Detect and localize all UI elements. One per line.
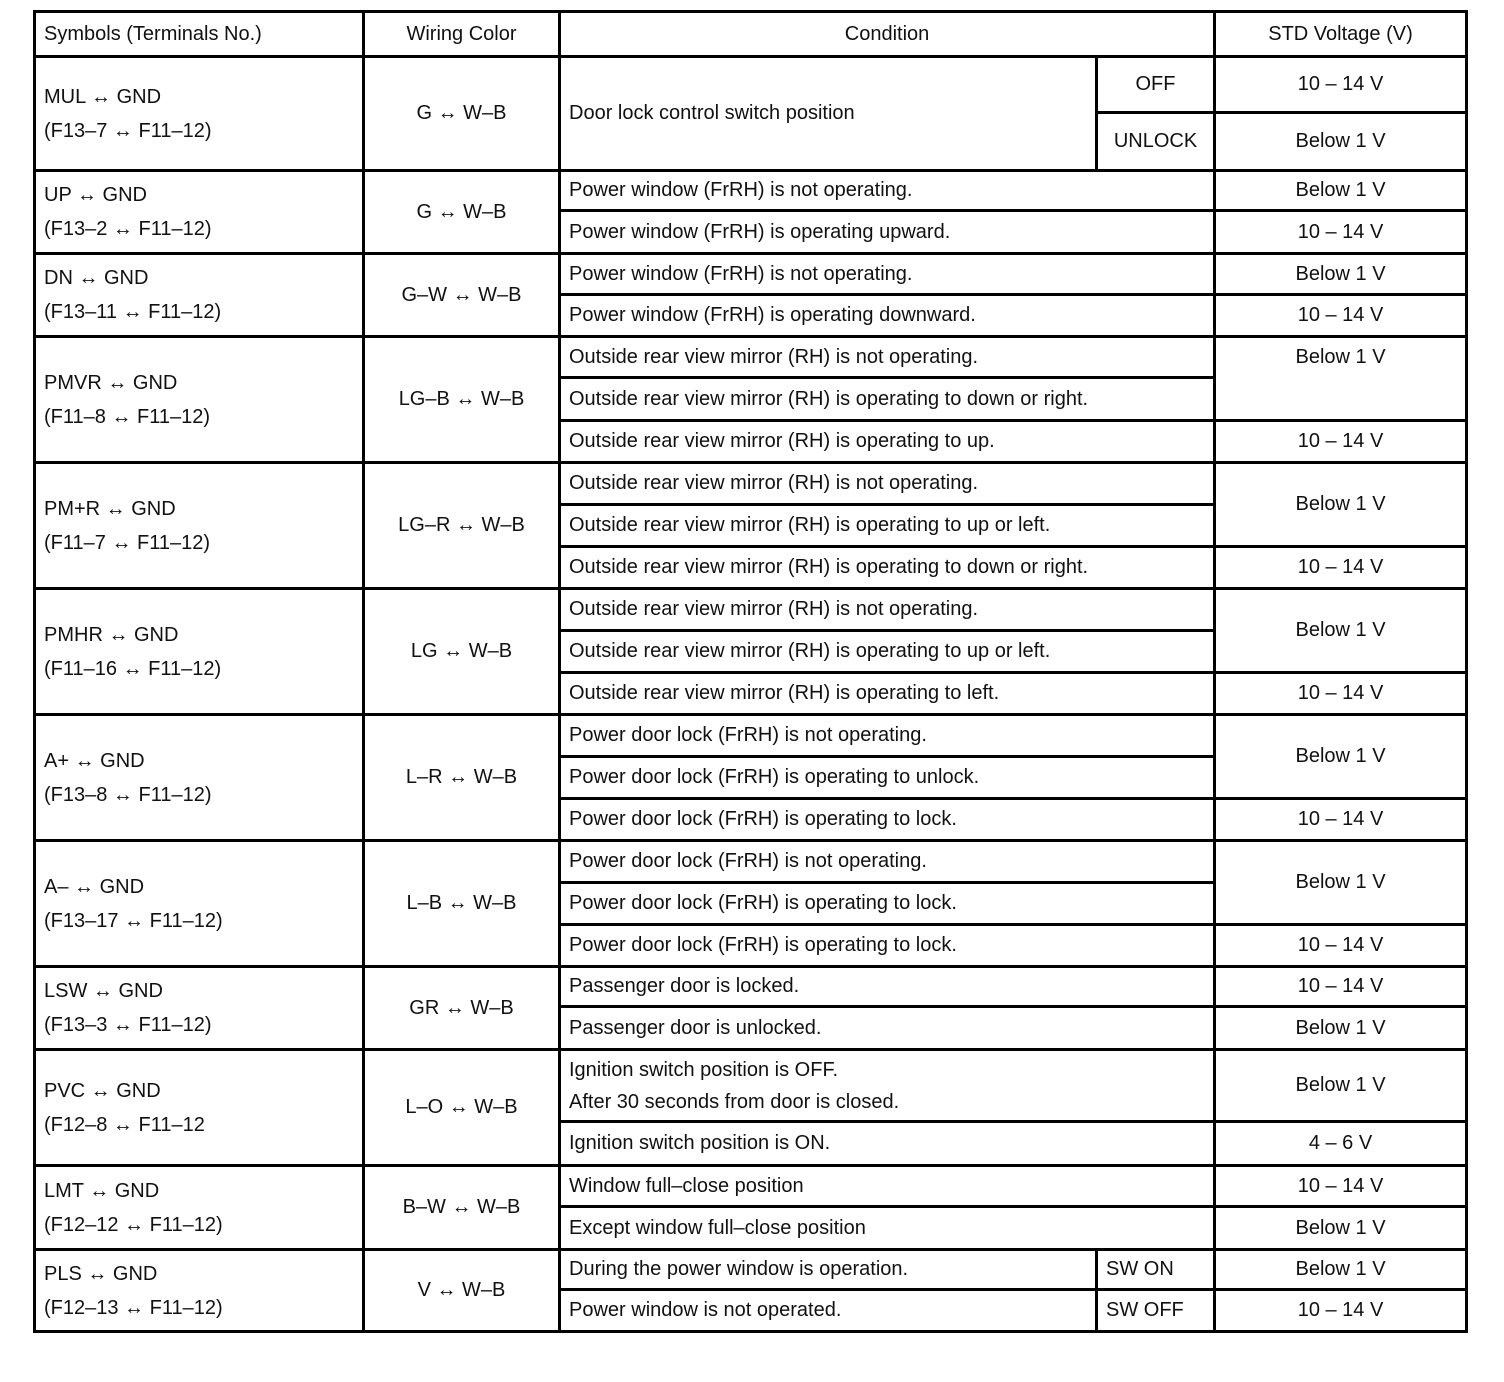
wiring-color: L–O ↔ W–B xyxy=(364,1050,560,1166)
condition xyxy=(560,1050,1215,1122)
condition: Passenger door is unlocked. xyxy=(560,1007,1215,1050)
table-row xyxy=(35,57,1467,113)
std-voltage: Below 1 V xyxy=(1215,589,1467,673)
std-voltage: Below 1 V xyxy=(1215,254,1467,295)
std-voltage: Below 1 V xyxy=(1215,113,1467,171)
std-voltage: Below 1 V xyxy=(1215,1007,1467,1050)
terminal-numbers: (F12–13 ↔ F11–12) xyxy=(44,1296,223,1319)
wiring-color: G ↔ W–B xyxy=(364,171,560,254)
table-row xyxy=(35,171,1467,211)
condition: Power window is not operated. xyxy=(560,1290,1097,1332)
symbol-cell xyxy=(35,1050,364,1166)
condition: Outside rear view mirror (RH) is operating to up. xyxy=(560,421,1215,463)
symbol-cell xyxy=(35,171,364,254)
std-voltage: Below 1 V xyxy=(1215,1250,1467,1290)
symbol-name: PVC ↔ GND xyxy=(44,1079,161,1102)
condition: Outside rear view mirror (RH) is operating to down or right. xyxy=(560,378,1215,421)
condition: Power door lock (FrRH) is operating to lock. xyxy=(560,799,1215,841)
table-row xyxy=(35,1166,1467,1207)
symbol-name: LMT ↔ GND xyxy=(44,1179,160,1202)
symbol-cell xyxy=(35,589,364,715)
condition-line: After 30 seconds from door is closed. xyxy=(569,1090,900,1113)
condition: Outside rear view mirror (RH) is operating to down or right. xyxy=(560,547,1215,589)
std-voltage: 10 – 14 V xyxy=(1215,295,1467,337)
wiring-color: V ↔ W–B xyxy=(364,1250,560,1332)
symbol-name: DN ↔ GND xyxy=(44,267,149,289)
table-row xyxy=(35,1250,1467,1290)
table-row xyxy=(35,967,1467,1007)
std-voltage: Below 1 V xyxy=(1215,337,1467,421)
symbol-name: PLS ↔ GND xyxy=(44,1262,158,1285)
header-condition: Condition xyxy=(560,12,1215,57)
switch-state: SW OFF xyxy=(1097,1290,1215,1332)
condition: Outside rear view mirror (RH) is not operating. xyxy=(560,589,1215,631)
std-voltage: 10 – 14 V xyxy=(1215,211,1467,254)
symbol-cell xyxy=(35,1250,364,1332)
wiring-color: LG–B ↔ W–B xyxy=(364,337,560,463)
std-voltage: 10 – 14 V xyxy=(1215,57,1467,113)
symbol-cell xyxy=(35,841,364,967)
std-voltage: Below 1 V xyxy=(1215,463,1467,547)
symbol-name: UP ↔ GND xyxy=(44,184,147,206)
std-voltage: 10 – 14 V xyxy=(1215,421,1467,463)
table-row xyxy=(35,715,1467,757)
condition-line: Ignition switch position is OFF. xyxy=(569,1058,838,1081)
terminal-numbers: (F12–8 ↔ F11–12 xyxy=(44,1113,205,1136)
std-voltage: Below 1 V xyxy=(1215,171,1467,211)
symbol-cell xyxy=(35,337,364,463)
header-wiring-color: Wiring Color xyxy=(364,12,560,57)
std-voltage: 10 – 14 V xyxy=(1215,925,1467,967)
std-voltage: 10 – 14 V xyxy=(1215,1166,1467,1207)
condition: Power door lock (FrRH) is operating to unlock. xyxy=(560,757,1215,799)
symbol-cell xyxy=(35,715,364,841)
std-voltage: 10 – 14 V xyxy=(1215,799,1467,841)
std-voltage: Below 1 V xyxy=(1215,1207,1467,1250)
table-row xyxy=(35,463,1467,505)
condition: Except window full–close position xyxy=(560,1207,1215,1250)
condition: Power door lock (FrRH) is operating to lock. xyxy=(560,883,1215,925)
terminal-numbers: (F12–12 ↔ F11–12) xyxy=(44,1213,223,1236)
condition: Outside rear view mirror (RH) is operating to up or left. xyxy=(560,505,1215,547)
symbol-cell xyxy=(35,1166,364,1250)
condition: Outside rear view mirror (RH) is operating to up or left. xyxy=(560,631,1215,673)
std-voltage: Below 1 V xyxy=(1215,841,1467,925)
symbol-cell xyxy=(35,967,364,1050)
condition: Passenger door is locked. xyxy=(560,967,1215,1007)
wiring-color: LG–R ↔ W–B xyxy=(364,463,560,589)
symbol-cell xyxy=(35,57,364,171)
symbol-name: PM+R ↔ GND xyxy=(44,497,176,520)
std-voltage: 10 – 14 V xyxy=(1215,547,1467,589)
switch-position: UNLOCK xyxy=(1097,113,1215,171)
wiring-color: G ↔ W–B xyxy=(364,57,560,171)
std-voltage: 10 – 14 V xyxy=(1215,967,1467,1007)
symbol-name: A+ ↔ GND xyxy=(44,749,145,772)
condition: Door lock control switch position xyxy=(560,57,1097,171)
condition: Power window (FrRH) is not operating. xyxy=(560,254,1215,295)
condition: Ignition switch position is ON. xyxy=(560,1122,1215,1166)
condition: Power door lock (FrRH) is not operating. xyxy=(560,715,1215,757)
condition: Outside rear view mirror (RH) is not operating. xyxy=(560,463,1215,505)
symbol-cell xyxy=(35,463,364,589)
terminal-numbers: (F13–11 ↔ F11–12) xyxy=(44,301,222,323)
terminal-numbers: (F11–8 ↔ F11–12) xyxy=(44,405,211,428)
terminal-numbers: (F11–7 ↔ F11–12) xyxy=(44,531,211,554)
condition: During the power window is operation. xyxy=(560,1250,1097,1290)
table-row xyxy=(35,841,1467,883)
switch-position: OFF xyxy=(1097,57,1215,113)
condition: Power window (FrRH) is operating upward. xyxy=(560,211,1215,254)
std-voltage: 10 – 14 V xyxy=(1215,673,1467,715)
symbol-name: PMHR ↔ GND xyxy=(44,623,179,646)
terminal-voltage-table xyxy=(33,10,1468,1333)
condition: Window full–close position xyxy=(560,1166,1215,1207)
terminal-numbers: (F13–3 ↔ F11–12) xyxy=(44,1014,212,1036)
symbol-name: A– ↔ GND xyxy=(44,875,145,898)
terminal-numbers: (F13–8 ↔ F11–12) xyxy=(44,783,212,806)
wiring-color: GR ↔ W–B xyxy=(364,967,560,1050)
switch-state: SW ON xyxy=(1097,1250,1215,1290)
table-row xyxy=(35,254,1467,295)
wiring-color: L–B ↔ W–B xyxy=(364,841,560,967)
std-voltage: Below 1 V xyxy=(1215,1050,1467,1122)
condition: Power door lock (FrRH) is operating to lock. xyxy=(560,925,1215,967)
wiring-color: G–W ↔ W–B xyxy=(364,254,560,337)
std-voltage: 10 – 14 V xyxy=(1215,1290,1467,1332)
terminal-numbers: (F13–2 ↔ F11–12) xyxy=(44,218,212,240)
table-row xyxy=(35,1050,1467,1122)
terminal-numbers: (F11–16 ↔ F11–12) xyxy=(44,657,222,680)
table-row xyxy=(35,337,1467,378)
condition: Outside rear view mirror (RH) is not operating. xyxy=(560,337,1215,378)
condition: Power door lock (FrRH) is not operating. xyxy=(560,841,1215,883)
header-std-voltage: STD Voltage (V) xyxy=(1215,12,1467,57)
terminal-numbers: (F13–7 ↔ F11–12) xyxy=(44,119,212,142)
symbol-name: LSW ↔ GND xyxy=(44,980,163,1002)
header-row xyxy=(35,12,1467,57)
wiring-color: L–R ↔ W–B xyxy=(364,715,560,841)
header-symbols: Symbols (Terminals No.) xyxy=(35,12,364,57)
symbol-name: PMVR ↔ GND xyxy=(44,371,178,394)
condition: Power window (FrRH) is operating downward. xyxy=(560,295,1215,337)
wiring-color: B–W ↔ W–B xyxy=(364,1166,560,1250)
condition: Power window (FrRH) is not operating. xyxy=(560,171,1215,211)
condition: Outside rear view mirror (RH) is operating to left. xyxy=(560,673,1215,715)
terminal-numbers: (F13–17 ↔ F11–12) xyxy=(44,909,223,932)
symbol-name: MUL ↔ GND xyxy=(44,85,162,108)
symbol-cell xyxy=(35,254,364,337)
table-row xyxy=(35,589,1467,631)
wiring-color: LG ↔ W–B xyxy=(364,589,560,715)
std-voltage: Below 1 V xyxy=(1215,715,1467,799)
std-voltage: 4 – 6 V xyxy=(1215,1122,1467,1166)
